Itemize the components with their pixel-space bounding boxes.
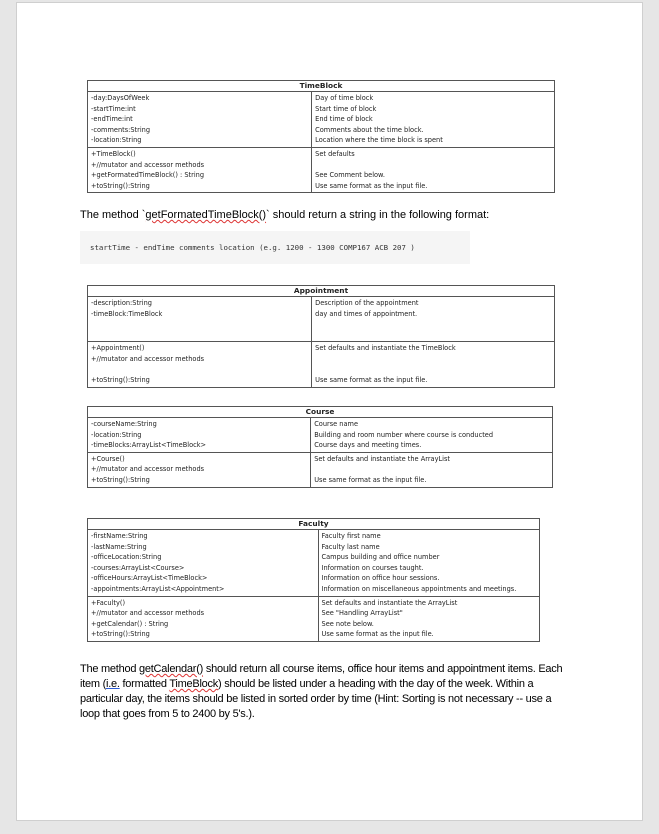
para-text: ) should be listed under a heading with the day of the week. Within a particular day, the items should be listed in sorted order by time (Hint: Sorting is not necessary -- use a loop that goes from 5 to 2400 by 5's.). [80, 678, 552, 720]
attribute-item: -appointments:ArrayList<Appointment> [91, 584, 225, 593]
attribute-item: -officeHours:ArrayList<TimeBlock> [91, 574, 208, 583]
method-note: Set defaults and instantiate the ArrayList [321, 598, 458, 607]
class-title: Course [88, 407, 553, 418]
method-name: getCalendar() [139, 663, 204, 675]
para-text: The method [80, 663, 140, 675]
method-notes [312, 147, 555, 192]
attribute-item: -location:String [91, 136, 142, 145]
method-notes [318, 596, 539, 641]
method-item: +//mutator and accessor methods [91, 354, 205, 363]
method-note: Set defaults [315, 149, 355, 158]
attribute-note: Information on miscellaneous appointments and meetings. [321, 584, 517, 593]
method-note [315, 354, 551, 365]
method-note: See Comment below. [315, 171, 385, 180]
class-title: Faculty [88, 519, 540, 530]
para-text: should return all course items, office hour items and appointment items. Each item ( [80, 663, 563, 690]
attribute-item: -location:String [91, 430, 142, 439]
method-item: +//mutator and accessor methods [91, 609, 205, 618]
getcalendar-description [80, 662, 570, 722]
attribute-row [88, 530, 540, 597]
attribute-note: Faculty first name [321, 532, 381, 540]
attribute-note: Faculty last name [321, 542, 380, 551]
attribute-item: -courseName:String [91, 420, 157, 428]
method-row [88, 147, 555, 192]
class-title: Appointment [88, 286, 555, 297]
method-item: +toString():String [91, 475, 150, 484]
method-list [88, 452, 311, 487]
attribute-note: Start time of block [315, 104, 377, 113]
method-name: getFormatedTimeBlock() [145, 209, 267, 221]
attribute-item: -firstName:String [91, 532, 148, 540]
method-note: Set defaults and instantiate the TimeBlock [315, 344, 456, 353]
attribute-note: Location where the time block is spent [315, 136, 443, 145]
method-notes [312, 342, 555, 387]
method-row [88, 596, 540, 641]
timeblock-class-table [87, 80, 555, 193]
method-item [91, 365, 308, 376]
attribute-notes [312, 92, 555, 148]
attribute-note: Day of time block [315, 94, 374, 102]
attribute-note: Information on courses taught. [321, 563, 424, 572]
attribute-item [91, 319, 308, 330]
class-title-row [88, 286, 555, 297]
attribute-note [315, 330, 551, 341]
method-item: +Course() [91, 454, 125, 463]
method-note: Set defaults and instantiate the ArrayList [314, 454, 450, 463]
attribute-item: -timeBlocks:ArrayList<TimeBlock> [91, 441, 207, 450]
attribute-list [88, 297, 312, 342]
faculty-class-table [87, 518, 540, 642]
attribute-row [88, 418, 553, 453]
attribute-item: -timeBlock:TimeBlock [91, 309, 163, 318]
method-item: +//mutator and accessor methods [91, 465, 205, 474]
method-note [315, 160, 551, 171]
attribute-note: day and times of appointment. [315, 309, 418, 318]
method-item: +//mutator and accessor methods [91, 160, 205, 169]
attribute-notes [311, 418, 553, 453]
attribute-note: Information on office hour sessions. [321, 574, 440, 583]
attribute-item: -courses:ArrayList<Course> [91, 563, 185, 572]
method-list [88, 342, 312, 387]
attribute-row [88, 92, 555, 148]
class-title-row [88, 81, 555, 92]
method-note: See note below. [321, 619, 374, 628]
attribute-list [88, 530, 319, 597]
method-notes [311, 452, 553, 487]
attribute-list [88, 418, 311, 453]
method-item: +toString():String [91, 376, 150, 385]
para-text: formatted [119, 678, 170, 690]
attribute-note: Comments about the time block. [315, 125, 424, 134]
method-note: See "Handling ArrayList" [321, 609, 403, 618]
method-note: Use same format as the input file. [321, 630, 434, 639]
timeblock-text: TimeBlock [169, 678, 219, 690]
attribute-item [91, 330, 308, 341]
attribute-note: Course days and meeting times. [314, 441, 422, 450]
attribute-note: Campus building and office number [321, 553, 440, 562]
attribute-notes [312, 297, 555, 342]
method-item: +TimeBlock() [91, 149, 136, 158]
method-list [88, 147, 312, 192]
class-title-row [88, 519, 540, 530]
attribute-note [315, 319, 551, 330]
para-text: ` should return a string in the following format: [266, 209, 490, 221]
method-item: +Faculty() [91, 598, 126, 607]
method-note: Use same format as the input file. [315, 376, 428, 385]
para-text: The method ` [80, 209, 146, 221]
attribute-item: -description:String [91, 299, 152, 307]
method-note [315, 365, 551, 376]
method-item: +toString():String [91, 630, 150, 639]
ie-text: i.e. [106, 678, 120, 690]
attribute-item: -day:DaysOfWeek [91, 94, 150, 102]
attribute-note: Course name [314, 420, 359, 428]
class-title: TimeBlock [88, 81, 555, 92]
attribute-item: -lastName:String [91, 542, 147, 551]
method-item: +getCalendar() : String [91, 619, 169, 628]
attribute-note: End time of block [315, 115, 373, 124]
attribute-note: Description of the appointment [315, 299, 419, 307]
getformatedtimeblock-description [80, 208, 580, 223]
method-note [314, 464, 549, 475]
attribute-item: -startTime:int [91, 104, 136, 113]
method-note: Use same format as the input file. [315, 181, 428, 190]
method-note: Use same format as the input file. [314, 475, 427, 484]
method-row [88, 452, 553, 487]
method-item: +Appointment() [91, 344, 145, 353]
attribute-row [88, 297, 555, 342]
method-item: +getFormatedTimeBlock() : String [91, 171, 205, 180]
attribute-item: -comments:String [91, 125, 151, 134]
attribute-note: Building and room number where course is conducted [314, 430, 494, 439]
attribute-notes [318, 530, 539, 597]
method-item: +toString():String [91, 181, 150, 190]
code-example: startTime - endTime comments location (e.g. 1200 - 1300 COMP167 ACB 207 ) [80, 231, 470, 264]
method-list [88, 596, 319, 641]
attribute-list [88, 92, 312, 148]
class-title-row [88, 407, 553, 418]
attribute-item: -officeLocation:String [91, 553, 162, 562]
appointment-class-table [87, 285, 555, 388]
attribute-item: -endTime:int [91, 115, 133, 124]
method-row [88, 342, 555, 387]
course-class-table [87, 406, 553, 488]
